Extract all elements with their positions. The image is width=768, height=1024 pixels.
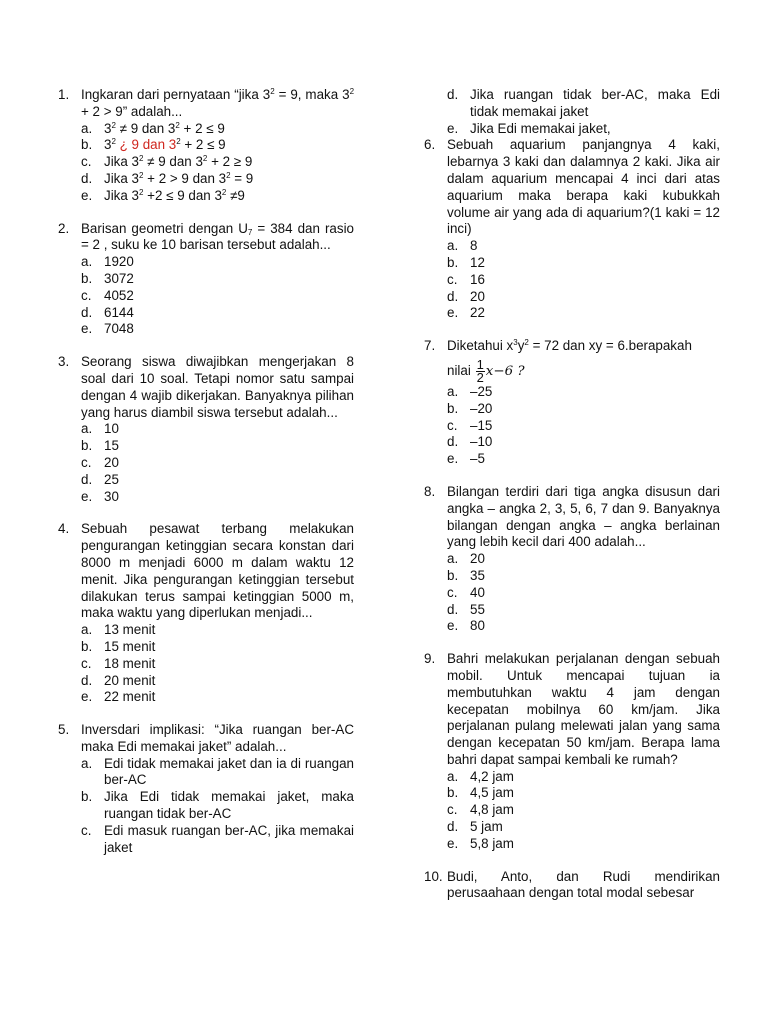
question-text: Inversdari implikasi: “Jika ruangan ber-AC maka Edi memakai jaket” adalah...	[81, 722, 354, 754]
option-b: b. 12	[447, 254, 485, 270]
right-column	[424, 87, 720, 918]
question-number: 8.	[424, 483, 436, 499]
option-d: d. 25	[81, 471, 119, 487]
option-b: b. 3072	[81, 270, 134, 286]
option-d: d. Jika $3^2 + 2 > 9$ dan $3^2 = 9$	[81, 170, 254, 186]
option-e: e. Jika Edi memakai jaket,	[447, 120, 611, 136]
question-3	[58, 354, 354, 505]
option-c: c. 16	[447, 271, 485, 287]
option-c: c. 18 menit	[81, 655, 156, 671]
question-text: Bahri melakukan perjalanan dengan sebuah mobil. Untuk mencapai tujuan ia membutuhkan waktu 4 jam dengan kecepatan mobilnya 60 km/jam. Jika perjalanan pulang melewati jalan yang sama dengan kecepatan 50 km/jam. Berapa lama bahri dapat sampai kembali ke rumah?	[447, 651, 720, 767]
option-d: d. Jika ruangan tidak ber-AC, maka Edi tidak memakai jaket	[447, 87, 720, 119]
option-a: a. –25	[447, 383, 493, 399]
question-7	[424, 338, 720, 468]
question-number: 5.	[58, 722, 70, 738]
question-number: 9.	[424, 651, 436, 667]
question-5	[58, 722, 354, 856]
question-text: Ingkaran dari pernyataan “jika $3^2 = 9$, maka $3^2 + 2 > 9$” adalah...	[81, 87, 355, 119]
question-text: Sebuah pesawat terbang melakukan pengurangan ketinggian secara konstan dari 8000 m menjadi 6000 m dalam waktu 12 menit. Jika pengurangan ketinggian tersebut dilakukan terus sampai ketinggian 5000 m, maka waktu yang diperlukan menjadi...	[81, 521, 354, 621]
option-e: e. 5,8 jam	[447, 835, 514, 851]
inverted-question-mark: ¿ 9 dan 3	[115, 137, 177, 153]
option-b: b. –20	[447, 400, 493, 416]
option-c: c. Edi masuk ruangan ber-AC, jika memakai jaket	[81, 822, 354, 855]
question-number: 3.	[58, 354, 70, 370]
option-c: c. 40	[447, 584, 485, 600]
option-a: a. 20	[447, 551, 485, 567]
question-text: Barisan geometri dengan $U_7 = 384$ dan rasio = 2 , suku ke 10 barisan tersebut adalah...	[81, 220, 354, 253]
option-c: c. 4,8 jam	[447, 802, 514, 818]
option-e: e. 7048	[81, 321, 134, 337]
question-9	[424, 651, 720, 853]
option-a: a. $3^2 \ne 9$ dan $3^2 + 2 \le 9$	[81, 120, 225, 136]
option-b: b. 15 menit	[81, 638, 156, 654]
question-number: 1.	[58, 87, 70, 102]
question-7-expression: nilai $\frac{1}{2}$ x−6 ?	[447, 356, 525, 385]
question-number: 6.	[424, 137, 436, 153]
question-number: 2.	[58, 220, 70, 236]
question-4	[58, 521, 354, 706]
option-a: a. 10	[81, 421, 119, 437]
option-e: e. 22	[447, 305, 485, 321]
option-d: d. 20 menit	[81, 672, 156, 688]
fraction: $\frac{1}{2}$	[476, 356, 484, 385]
option-a: a. Edi tidak memakai jaket dan ia di ruangan ber-AC	[81, 755, 354, 788]
math-expression: x−6 ?	[485, 364, 525, 379]
question-2	[58, 221, 354, 339]
question-text: Bilangan terdiri dari tiga angka disusun dari angka – angka 2, 3, 5, 6, 7 dan 9. Banyaknya bilangan dengan angka – angka berlainan yang lebih kecil dari 400 adalah...	[447, 483, 720, 550]
option-a: a. 4,2 jam	[447, 768, 514, 784]
left-column	[58, 87, 354, 872]
option-d: d. 20	[447, 288, 485, 304]
option-d: d. 6144	[81, 304, 134, 320]
option-b: b. Jika Edi tidak memakai jaket, maka ruangan tidak ber-AC	[81, 789, 354, 822]
option-e: e. 80	[447, 618, 485, 634]
question-number: 10.	[424, 868, 443, 884]
option-b: b. $3^2$ ¿ 9 dan $3^2 + 2 \le 9$	[81, 137, 226, 153]
option-d: d. 5 jam	[447, 819, 503, 835]
option-c: c. Jika $3^2 \ne 9$ dan $3^2 + 2 \ge 9$	[81, 154, 253, 170]
question-1	[58, 87, 354, 205]
question-10	[424, 869, 720, 903]
question-text: Seorang siswa diwajibkan mengerjakan 8 soal dari 10 soal. Tetapi nomor satu sampai dengan 4 wajib dikerjakan. Banyaknya pilihan yang harus diambil siswa tersebut adalah...	[81, 354, 354, 420]
question-number: 4.	[58, 521, 70, 537]
question-6	[424, 137, 720, 322]
question-text: Budi, Anto, dan Rudi mendirikan perusaahaan dengan total modal sebesar	[447, 868, 720, 901]
option-e: e. 30	[81, 488, 119, 504]
question-text: Diketahui $x^3y^2 = 72$ dan xy = 6.berapakah	[447, 338, 692, 354]
option-b: b. 4,5 jam	[447, 785, 514, 801]
option-a: a. 13 menit	[81, 622, 156, 638]
option-a: a. 1920	[81, 254, 134, 270]
option-e: e. Jika $3^2 +2 \le 9$ dan $3^2 \ne 9$	[81, 187, 245, 203]
option-b: b. 15	[81, 438, 119, 454]
question-number: 7.	[424, 338, 436, 354]
option-e: e. 22 menit	[81, 689, 156, 705]
option-d: d. –10	[447, 434, 493, 450]
option-e: e. –5	[447, 451, 485, 467]
question-text: Sebuah aquarium panjangnya 4 kaki, lebarnya 3 kaki dan dalamnya 2 kaki. Jika air dalam aquarium mencapai 4 inci dari atas aquarium maka berapa kaki kubukkah volume air yang ada di aquarium?(1 kaki = 12 inci)	[447, 137, 720, 237]
option-d: d. 55	[447, 601, 485, 617]
option-c: c. 20	[81, 454, 119, 470]
option-c: c. –15	[447, 417, 493, 433]
option-b: b. 35	[447, 567, 485, 583]
option-c: c. 4052	[81, 287, 134, 303]
option-a: a. 8	[447, 238, 478, 254]
question-5-continued	[424, 87, 720, 137]
question-8	[424, 484, 720, 635]
